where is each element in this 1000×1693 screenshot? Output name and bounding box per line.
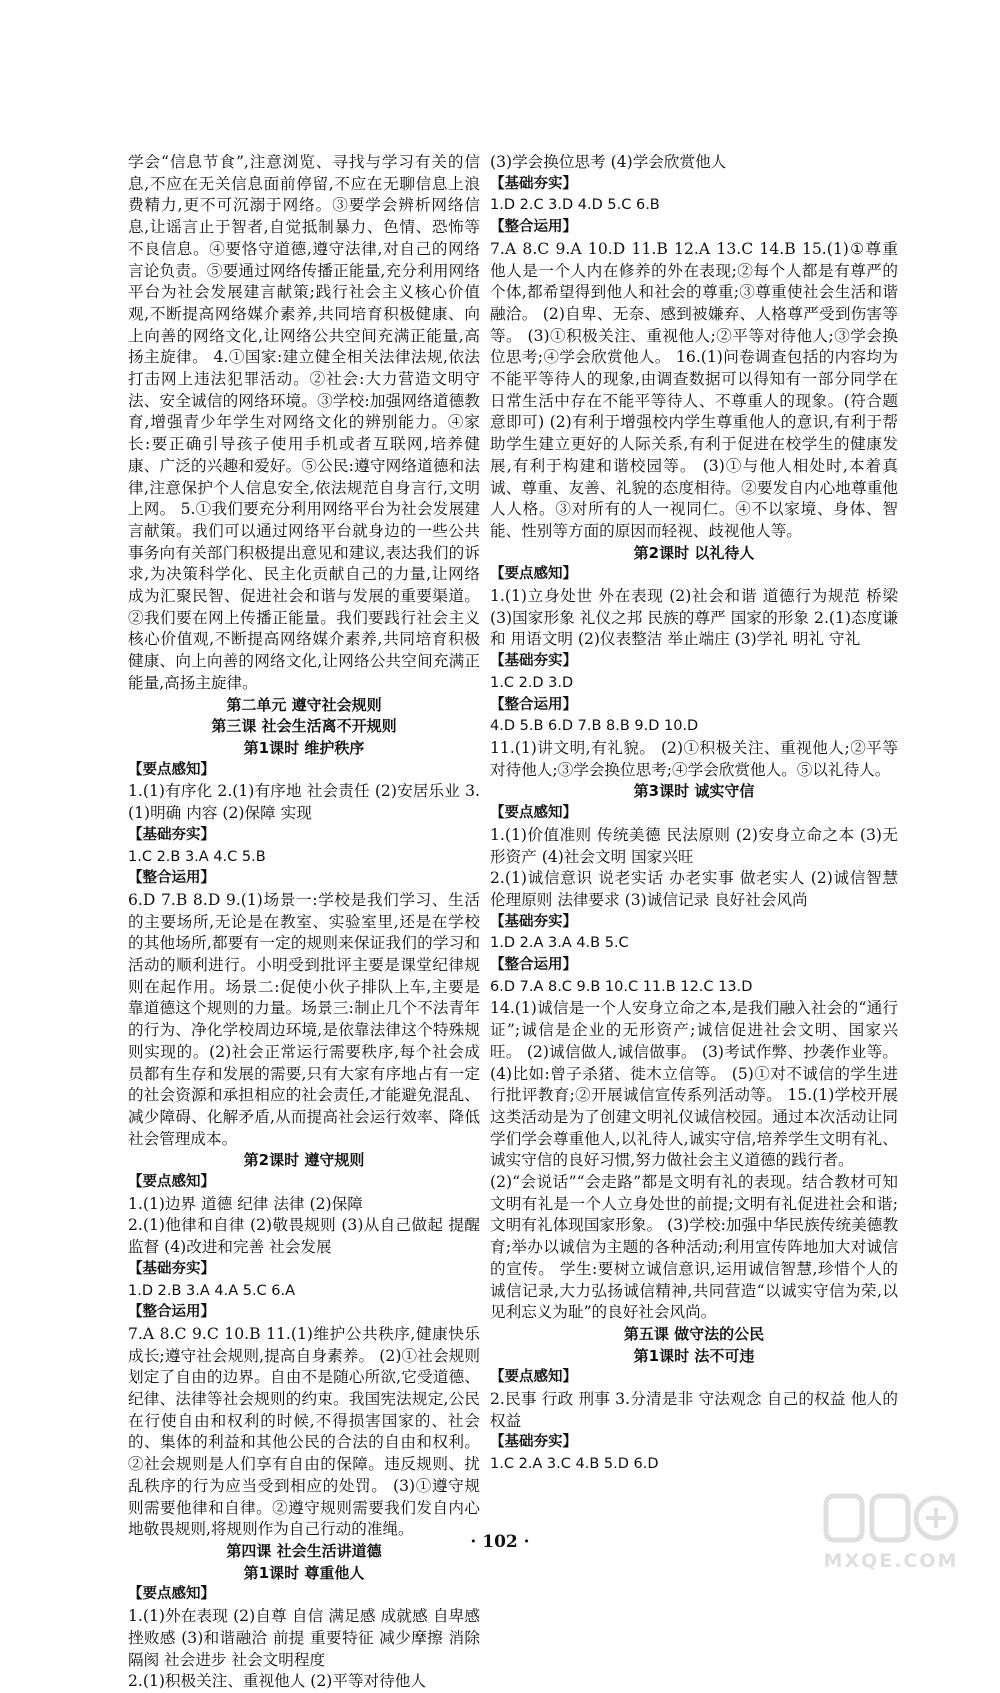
answer-line: 1.C 2.A 3.C 4.B 5.D 6.D <box>490 1456 659 1473</box>
answer-paragraph: 1.(1)边界 道德 纪律 法律 (2)保障 <box>128 1194 363 1213</box>
section-title: 第三课 社会生活离不开规则 <box>211 717 397 736</box>
section-label: 【要点感知】 <box>128 1586 215 1603</box>
answer-paragraph: 7.A 8.C 9.A 10.D 11.B 12.A 13.C 14.B 15.(1)①尊重他人是一个人内在修养的外在表现;②每个人都是有尊严的个体,都希望得到他人和社会的尊重;③尊重使社会生活和谐融洽。 (2)自卑、无奈、感到被嫌弃、人格尊严受到伤害等等。 (3)①积极关注、重视他人;②平等对待他人;③学会换位思考;④学会欣赏他人。 16.(1)问卷调查包括的内容均为不能平等待人的现象,由调查数据可以得知有一部分同学在日常生活中存在不能平等待人、不尊重人的现象。(符合题意即可) (2)有利于增强校内学生尊重他人的意识,有利于帮助学生建立更好的人际关系,有利于促进在校学生的健康发展,有利于构建和谐校园等。 (3)①与他人相处时,本着真诚、尊重、友善、礼貌的态度相待。②要发自内心地尊重他人人格。③对所有的人一视同仁。④不以家境、身体、智能、性别等方面的原因而轻视、歧视他人等。 <box>490 239 898 540</box>
section-label: 【基础夯实】 <box>490 175 577 192</box>
answer-line: 1.D 2.C 3.D 4.D 5.C 6.B <box>490 197 660 214</box>
answer-paragraph: (2)“会说话”“会走路”都是文明有礼的表现。结合教材可知文明有礼是一个人立身处世的前提;文明有礼促进社会和谐;文明有礼体现国家形象。 (3)学校:加强中华民族传统美德教育;举办以诚信为主题的各种活动;利用宣传阵地加大对诚信的宣传。 学生:要树立诚信意识,运用诚信智慧,珍惜个人的诚信记录,大力弘扬诚信精神,共同营造“以诚实守信为荣,以见利忘义为耻”的良好社会风尚。 <box>490 1173 898 1322</box>
section-title: 第1课时 维护秩序 <box>243 738 365 757</box>
answer-paragraph: 2.(1)诚信意识 说老实话 办老实事 做老实人 (2)诚信智慧 伦理原则 法律要求 (3)诚信记录 良好社会风尚 <box>490 869 898 909</box>
answer-paragraph: 2.(1)积极关注、重视他人 (2)平等对待他人 <box>128 1672 426 1691</box>
answer-line: 1.D 2.A 3.A 4.B 5.C <box>490 935 629 952</box>
answer-paragraph: 2.(1)他律和自律 (2)敬畏规则 (3)从自己做起 提醒 监督 (4)改进和完善 社会发展 <box>128 1216 480 1257</box>
answer-paragraph: 2.民事 行政 刑事 3.分清是非 守法观念 自己的权益 他人的权益 <box>490 1390 898 1430</box>
answer-paragraph: 11.(1)讲文明,有礼貌。 (2)①积极关注、重视他人;②平等对待他人;③学会换位思考;④学会欣赏他人。⑤以礼待人。 <box>490 738 898 779</box>
section-label: 【基础夯实】 <box>128 826 215 843</box>
section-label: 【基础夯实】 <box>490 653 577 670</box>
answer-paragraph: 1.(1)立身处世 外在表现 (2)社会和谐 道德行为规范 桥梁 (3)国家形象 礼仪之邦 民族的尊严 国家的形象 2.(1)态度谦和 用语文明 (2)仪表整洁 举止端庄 (3)学礼 明礼 守礼 <box>490 587 898 649</box>
watermark <box>806 1488 976 1588</box>
answer-paragraph: 1.(1)有序化 2.(1)有序地 社会责任 (2)安居乐业 3.(1)明确 内容 (2)保障 实现 <box>128 782 480 823</box>
watermark-text: MXQE.COM <box>823 1550 959 1572</box>
left-column <box>128 152 480 1693</box>
section-label: 【要点感知】 <box>490 805 577 822</box>
answer-line: 4.D 5.B 6.D 7.B 8.B 9.D 10.D <box>490 718 699 735</box>
section-label: 【基础夯实】 <box>490 1434 577 1451</box>
answer-line: 1.C 2.B 3.A 4.C 5.B <box>128 848 266 865</box>
answer-line: 1.C 2.D 3.D <box>490 674 574 691</box>
section-label: 【要点感知】 <box>128 1174 215 1191</box>
section-label: 【整合运用】 <box>490 219 577 236</box>
answer-paragraph: 1.(1)外在表现 (2)自尊 自信 满足感 成就感 自卑感 挫败感 (3)和谐融洽 前提 重要特征 减少摩擦 消除隔阂 社会进步 社会文明程度 <box>128 1607 480 1669</box>
answer-line: 6.D 7.A 8.C 9.B 10.C 11.B 12.C 13.D <box>490 978 753 995</box>
section-title: 第二单元 遵守社会规则 <box>226 695 382 714</box>
section-label: 【整合运用】 <box>128 870 215 887</box>
section-title: 第1课时 尊重他人 <box>243 1563 365 1582</box>
section-label: 【基础夯实】 <box>490 913 577 930</box>
section-title: 第2课时 遵守规则 <box>243 1151 365 1170</box>
answer-paragraph: 14.(1)诚信是一个人安身立命之本,是我们融入社会的“通行证”;诚信是企业的无形资产;诚信促进社会文明、国家兴旺。 (2)诚信做人,诚信做事。 (3)考试作弊、抄袭作业等。 (4)比如:曾子杀猪、徙木立信等。 (5)①对不诚信的学生进行批评教育;②开展诚信宣传系列活动等。 15.(1)学校开展这类活动是为了创建文明礼仪诚信校园。通过本次活动让同学们学会尊重他人,以礼待人,诚实守信,培养学生文明有礼、诚实守信的良好习惯,努力做社会主义道德的践行者。 <box>490 999 898 1170</box>
section-title: 第2课时 以礼待人 <box>633 543 755 562</box>
section-title: 第五课 做守法的公民 <box>623 1324 765 1343</box>
section-title: 第3课时 诚实守信 <box>633 782 755 801</box>
section-label: 【要点感知】 <box>128 761 215 778</box>
answer-paragraph: 6.D 7.B 8.D 9.(1)场景一:学校是我们学习、生活的主要场所,无论是在教室、实验室里,还是在学校的其他场所,都要有一定的规则来保证我们的学习和活动的顺利进行。小明受到批评主要是课堂纪律规则在起作用。场景二:促使小伙子排队上车,主要是靠道德这个规则的力量。场景三:制止几个不法青年的行为、净化学校周边环境,是依靠法律这个特殊规则实现的。(2)社会正常运行需要秩序,每个社会成员都有生存和发展的需要,只有大家有序地占有一定的社会资源和承担相应的社会责任,才能避免混乱、减少障碍、化解矛盾,从而提高社会运行效率、降低社会管理成本。 <box>128 890 480 1148</box>
answer-paragraph: 7.A 8.C 9.C 10.B 11.(1)维护公共秩序,健康快乐成长;遵守社会规则,提高自身素养。 (2)①社会规则划定了自由的边界。自由不是随心所欲,它受道德、纪律、法律等社会规则的约束。我国宪法规定,公民在行使自由和权利的时候,不得损害国家的、社会的、集体的利益和其他公民的合法的自由和权利。②社会规则是人们享有自由的保障。违反规则、扰乱秩序的行为应当受到相应的处罚。 (3)①遵守规则需要他律和自律。②遵守规则需要我们发自内心地敬畏规则,将规则作为自己行动的准绳。 <box>128 1324 480 1539</box>
section-title: 第1课时 法不可违 <box>633 1346 755 1365</box>
section-label: 【要点感知】 <box>490 566 577 583</box>
page-number: · 102 · <box>470 1532 530 1552</box>
answer-line: 1.D 2.B 3.A 4.A 5.C 6.A <box>128 1282 296 1299</box>
watermark-logo-icon <box>822 1488 960 1548</box>
section-label: 【要点感知】 <box>490 1369 577 1386</box>
section-label: 【整合运用】 <box>128 1304 215 1321</box>
answer-paragraph: (3)学会换位思考 (4)学会欣赏他人 <box>490 153 727 171</box>
section-label: 【整合运用】 <box>490 957 577 974</box>
section-label: 【整合运用】 <box>490 696 577 713</box>
section-label: 【基础夯实】 <box>128 1260 215 1277</box>
answer-paragraph: 1.(1)价值准则 传统美德 民法原则 (2)安身立命之本 (3)无形资产 (4)社会文明 国家兴旺 <box>490 825 898 866</box>
answer-paragraph: 学会“信息节食”,注意浏览、寻找与学习有关的信息,不应在无关信息面前停留,不应在无聊信息上浪费精力,更不可沉溺于网络。③要学会辨析网络信息,让谣言止于智者,自觉抵制暴力、色情、恐怖等不良信息。④要恪守道德,遵守法律,对自己的网络言论负责。⑤要通过网络传播正能量,充分利用网络平台为社会发展建言献策;践行社会主义核心价值观,不断提高网络媒介素养,共同培育积极健康、向上向善的网络文化,让网络公共空间充满正能量,高扬主旋律。 4.①国家:建立健全相关法律法规,依法打击网上违法犯罪活动。②社会:大力营造文明守法、安全诚信的网络环境。③学校:加强网络道德教育,增强青少年学生对网络文化的辨别能力。④家长:要正确引导孩子使用手机或者互联网,培养健康、广泛的兴趣和爱好。⑤公民:遵守网络道德和法律,注意保护个人信息安全,依法规范自身言行,文明上网。 5.①我们要充分利用网络平台为社会发展建言献策。我们可以通过网络平台就身边的一些公共事务向有关部门积极提出意见和建议,表达我们的诉求,为决策科学化、民主化贡献自己的力量,让网络成为汇聚民智、促进社会和谐与发展的重要渠道。②我们要在网上传播正能量。我们要践行社会主义核心价值观,不断提高网络媒介素养,共同培育积极健康、向上向善的网络文化,让网络公共空间充满正能量,高扬主旋律。 <box>128 153 480 692</box>
section-title: 第四课 社会生活讲道德 <box>226 1542 382 1560</box>
right-column <box>490 152 898 1476</box>
